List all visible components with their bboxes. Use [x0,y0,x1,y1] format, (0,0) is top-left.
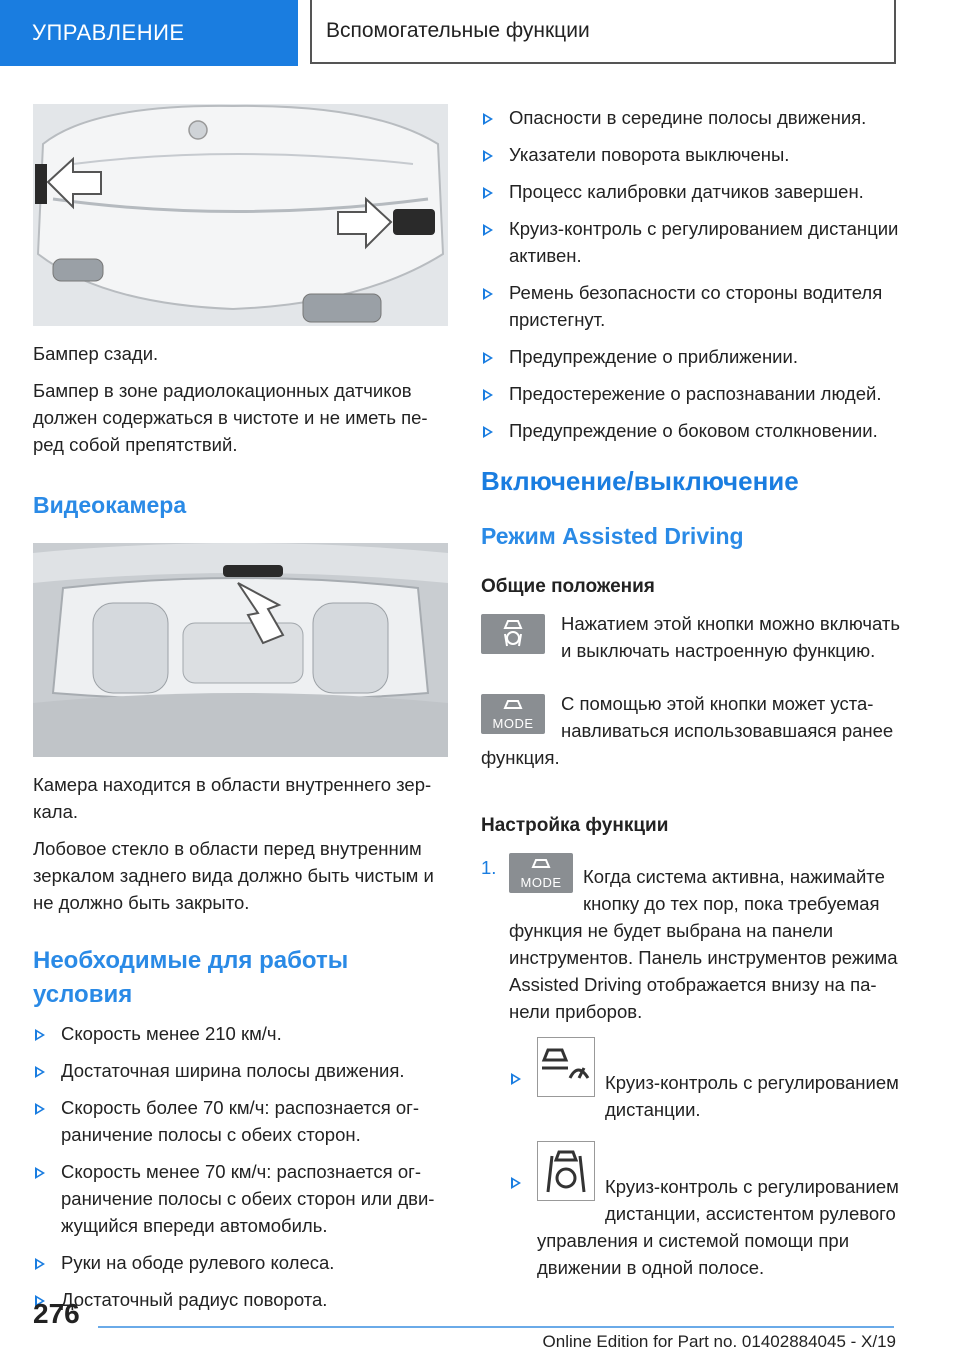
triangle-bullet-icon [35,1103,45,1115]
list-item: Предостережение о распознавании людей. [481,380,901,407]
footer-edition: Online Edition for Part no. 01402884045 - X/19 [542,1332,896,1351]
triangle-bullet-icon [35,1167,45,1179]
mode-button-icon: MODE [509,853,573,893]
list-item: Скорость менее 70 км/ч: распознается ограничение полосы с обеих сторон или движущийся впереди автомобиль. [33,1158,448,1239]
general-text-1: Нажатием этой кнопки можно включать и выключать настроенную функцию. [561,613,900,661]
triangle-bullet-icon [35,1029,45,1041]
rear-bumper-figure [33,104,448,326]
interior-camera-illustration [33,543,448,757]
general-heading: Общие положения [481,576,655,597]
list-item: Предупреждение о приближении. [481,343,901,370]
mode-heading: Режим Assisted Driving [481,523,744,549]
acc-symbol-icon [537,1037,595,1097]
general-text-2: С помощью этой кнопки может устанавливаться использовавшаяся ранее функция. [481,693,894,768]
triangle-bullet-icon [511,1177,521,1189]
footer-divider [98,1326,894,1328]
list-item: Процесс калибровки датчиков завершен. [481,178,901,205]
list-item: Указатели поворота выключены. [481,141,901,168]
camera-figure [33,543,448,757]
step-number: 1. [481,857,497,878]
rear-bumper-illustration [33,104,448,326]
list-item: Руки на ободе рулевого колеса. [33,1249,448,1276]
section-title: Вспомогательные функции [326,19,590,42]
chapter-tab [0,0,298,66]
conditions-heading: Необходимые для работы условия [33,947,349,1008]
list-item: Опасности в середине полосы движения. [481,104,901,131]
left-column [33,104,448,1323]
list-item: Круиз-контроль с регулированием дистанции. [509,1037,901,1123]
list-item: Достаточная ширина полосы движения. [33,1057,448,1084]
assist-button-icon [481,614,545,654]
conditions-list-continued [481,104,901,444]
triangle-bullet-icon [483,113,493,125]
chapter-title: УПРАВЛЕНИЕ [32,20,185,45]
steering-assist-symbol-icon [537,1141,595,1201]
conditions-list [33,1020,448,1313]
camera-text-2: Лобовое стекло в области перед внутренним зеркалом заднего вида должно быть чистым и не должно быть закрыто. [33,838,434,913]
list-item: Скорость менее 210 км/ч. [33,1020,448,1047]
triangle-bullet-icon [483,150,493,162]
step-text: Когда система активна, нажимайте кнопку до тех пор, пока требуемая функция не будет выбрана на панели инструментов. Панель инструментов режима Assisted Driving отображается внизу на панели приборов. [509,866,898,1022]
triangle-bullet-icon [35,1258,45,1270]
list-item: Скорость более 70 км/ч: распознается ограничение полосы с обеих сторон. [33,1094,448,1148]
section-header [310,0,896,64]
list-item: Достаточный радиус поворота. [33,1286,448,1313]
general-block-1 [481,610,901,674]
camera-heading: Видеокамера [33,492,187,518]
triangle-bullet-icon [483,389,493,401]
setup-step-1 [481,853,901,1281]
right-column [481,104,901,1291]
mode-options-list [509,1037,901,1281]
triangle-bullet-icon [483,187,493,199]
list-item: Ремень безопасности со стороны водителя пристегнут. [481,279,901,333]
general-block-2 [481,690,901,781]
triangle-bullet-icon [483,352,493,364]
triangle-bullet-icon [35,1066,45,1078]
bumper-caption-body: Бампер в зоне радиолокационных датчиков должен содержаться в чистоте и не иметь перед собой препятствий. [33,380,428,455]
bumper-caption-title: Бампер сзади. [33,343,159,364]
onoff-heading: Включение/выключение [481,466,799,496]
triangle-bullet-icon [483,224,493,236]
mode-button-icon: MODE [481,694,545,734]
list-item: Круиз-контроль с регулированием дистанции, ассистентом рулевого управления и системой помощи при движении в одной полосе. [509,1141,901,1281]
camera-text-1: Камера находится в области внутреннего зеркала. [33,774,432,822]
setup-heading: Настройка функции [481,815,669,836]
triangle-bullet-icon [483,288,493,300]
list-item: Предупреждение о боковом столкновении. [481,417,901,444]
triangle-bullet-icon [511,1073,521,1085]
page-number: 276 [33,1298,80,1329]
triangle-bullet-icon [483,426,493,438]
list-item: Круиз-контроль с регулированием дистанции активен. [481,215,901,269]
